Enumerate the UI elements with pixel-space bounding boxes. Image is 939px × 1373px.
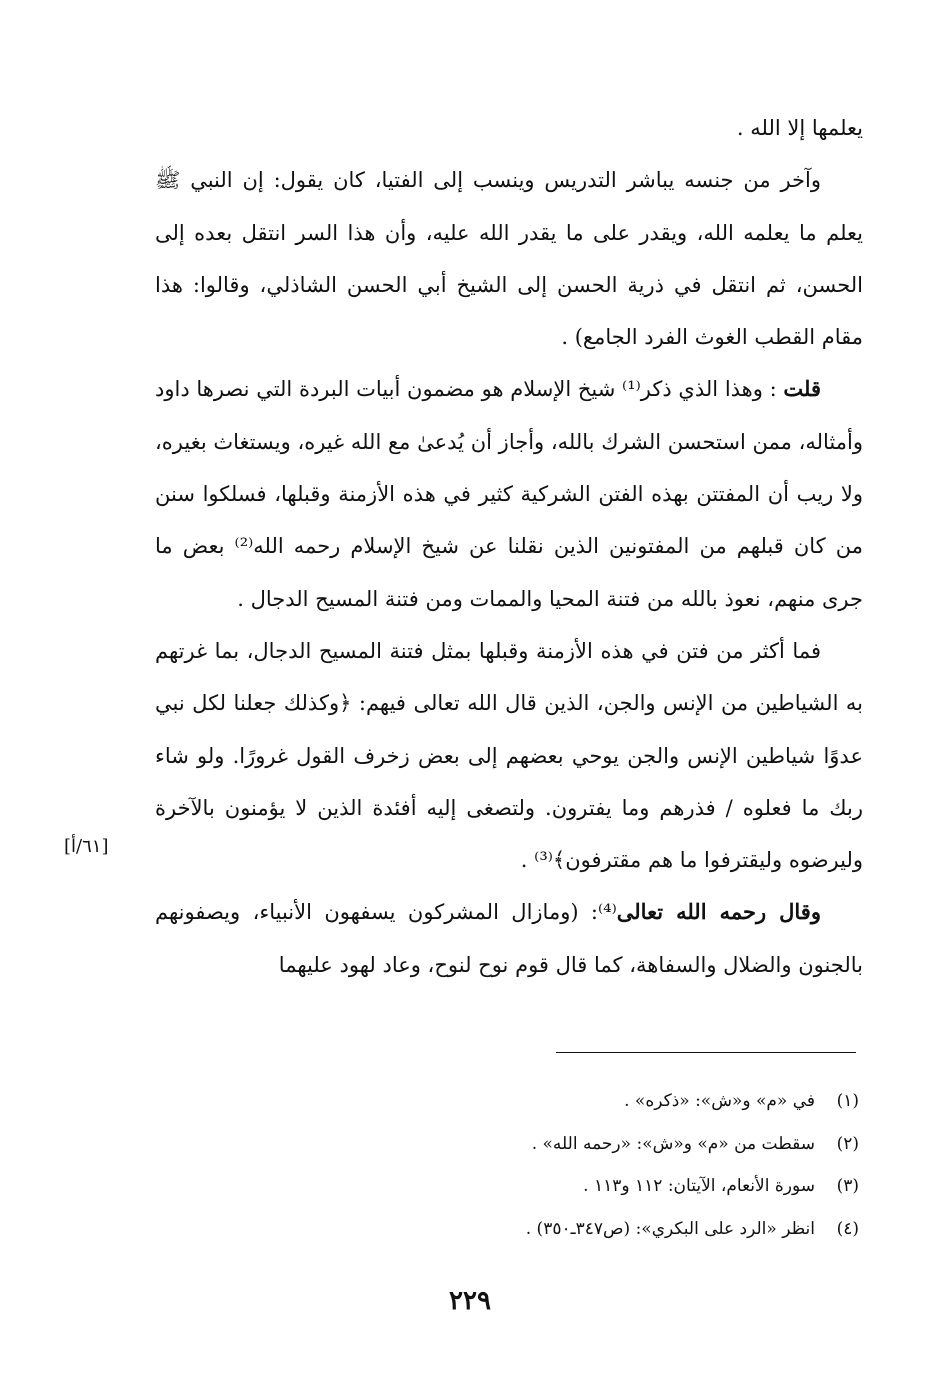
footnote-number: (٢) [836, 1133, 859, 1154]
footnote-number: (٣) [836, 1176, 859, 1196]
footnote-text: سقطت من «م» و«ش»: «رحمه الله» . [531, 1133, 815, 1154]
main-text-block [155, 102, 863, 991]
footnote-text: سورة الأنعام، الآيتان: ١١٢ و١١٣ . [583, 1176, 815, 1196]
paragraph-3 [155, 363, 863, 624]
paragraph-4 [155, 625, 863, 886]
footnote-number: (٤) [836, 1218, 859, 1239]
footnote-text: في «م» و«ش»: «ذكره» . [624, 1091, 815, 1111]
manuscript-folio-marker: [٦١/أ] [64, 836, 109, 857]
page-number: ٢٢٩ [449, 1286, 491, 1316]
footnote-1 [159, 1080, 859, 1123]
paragraph-1 [155, 102, 863, 154]
footnote-3 [159, 1165, 859, 1208]
paragraph-5 [155, 886, 863, 991]
paragraph-5-lead: وقال رحمه الله تعالى [616, 899, 821, 925]
footnote-2 [159, 1123, 859, 1166]
paragraph-1-text: يعلمها إلا الله . [736, 116, 863, 140]
paragraph-4-text: فما أكثر من فتن في هذه الأزمنة وقبلها بمثل فتنة المسيح الدجال، بما غرتهم به الشياطين من الإنس والجن، الذين قال الله تعالى فيهم: ﴿وكذلك جعلنا لكل نبي عدوًا شياطين الإنس والجن يوحي بعضهم إلى بعض زخرف القول غرورًا. ولو شاء ربك ما فعلوه / فذرهم وما يفترون. ولتصغى إليه أفئدة الذين لا يؤمنون بالآخرة وليرضوه وليقترفوا ما هم مقترفون﴾⁽³⁾ . [155, 638, 863, 873]
footnote-text: انظر «الرد على البكري»: (ص٣٤٧ـ٣٥٠) . [525, 1218, 815, 1239]
footnote-separator [556, 1052, 856, 1053]
footnotes-list [159, 1080, 859, 1250]
paragraph-2-text: وآخر من جنسه يباشر التدريس وينسب إلى الفتيا، كان يقول: إن النبي ﷺ يعلم ما يعلمه الله، ويقدر على ما يقدر الله عليه، وأن هذا السر انتقل بعده إلى الحسن، ثم انتقل في ذرية الحسن إلى الشيخ أبي الحسن الشاذلي، وقالوا: هذا مقام القطب الغوث الفرد الجامع) . [155, 168, 863, 350]
paragraph-3-lead: قلت [783, 376, 821, 402]
paragraph-2 [155, 154, 863, 363]
footnote-number: (١) [836, 1091, 859, 1111]
paragraph-3-text: : وهذا الذي ذكر⁽¹⁾ شيخ الإسلام هو مضمون أبيات البردة التي نصرها داود وأمثاله، ممن استحسن الشرك بالله، وأجاز أن يُدعىٰ مع الله غيره، ويستغاث بغيره، ولا ريب أن المفتتن بهذه الفتن الشركية كثير في هذه الأزمنة وقبلها، فسلكوا سنن من كان قبلهم من المفتونين الذين نقلنا عن شيخ الإسلام رحمه الله⁽²⁾ بعض ما جرى منهم، نعوذ بالله من فتنة المحيا والممات ومن فتنة المسيح الدجال . [155, 377, 864, 611]
paragraph-5-text: ⁽⁴⁾: (ومازال المشركون يسفهون الأنبياء، ويصفونهم بالجنون والضلال والسفاهة، كما قال قوم نوح لنوح، وعاد لهود عليهما [155, 900, 863, 977]
footnote-4 [159, 1208, 859, 1251]
